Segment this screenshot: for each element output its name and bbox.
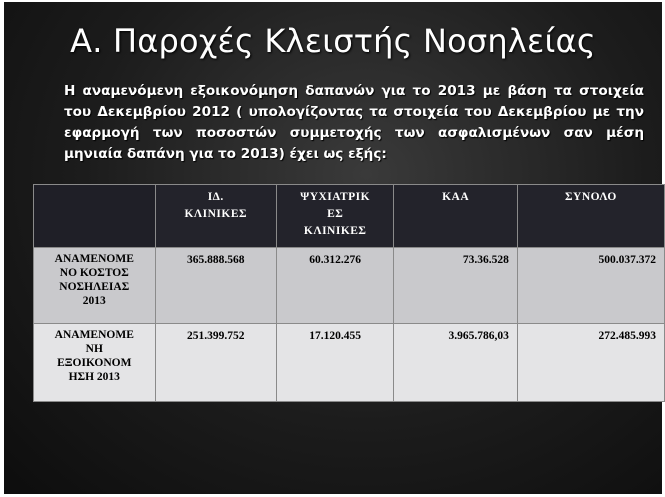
table-row	[34, 324, 665, 402]
cell-value: 500.037.372	[517, 248, 664, 324]
cell-value: 3.965.786,03	[394, 324, 517, 402]
cell-value: 251.399.752	[155, 324, 276, 402]
header-private-clinics: ΙΔ. ΚΛΙΝΙΚΕΣ	[155, 185, 276, 248]
cell-value: 272.485.993	[517, 324, 664, 402]
row-label-expected-savings: ΑΝΑΜΕΝΟΜΕ ΝΗ ΕΞΟΙΚΟΝΟΜ ΗΣΗ 2013	[34, 324, 156, 402]
cost-table	[33, 184, 665, 402]
cell-value: 17.120.455	[276, 324, 394, 402]
cell-value: 60.312.276	[276, 248, 394, 324]
header-kaa: ΚΑΑ	[394, 185, 517, 248]
table-row	[34, 248, 665, 324]
cell-value: 73.36.528	[394, 248, 517, 324]
slide-paragraph: Η αναμενόμενη εξοικονόμηση δαπανών για το 2013 με βάση τα στοιχεία του Δεκεμβρίου 2012 ( υπολογίζοντας τα στοιχεία του Δεκεμβρίου με την εφαρμογή των ποσοστών συμμετοχής των ασφαλισμένων σαν μέση μηνιαία δαπάνη για το 2013) έχει ως εξής:	[64, 83, 644, 162]
cell-value: 365.888.568	[155, 248, 276, 324]
header-total: ΣΥΝΟΛΟ	[517, 185, 664, 248]
row-label-expected-cost: ΑΝΑΜΕΝΟΜΕ ΝΟ ΚΟΣΤΟΣ ΝΟΣΗΛΕΙΑΣ 2013	[34, 248, 156, 324]
header-corner-cell	[34, 185, 156, 248]
table-header-row	[34, 185, 665, 248]
header-psychiatric-clinics: ΨΥΧΙΑΤΡΙΚ ΕΣ ΚΛΙΝΙΚΕΣ	[276, 185, 394, 248]
slide-title: Α. Παροχές Κλειστής Νοσηλείας	[70, 22, 596, 60]
